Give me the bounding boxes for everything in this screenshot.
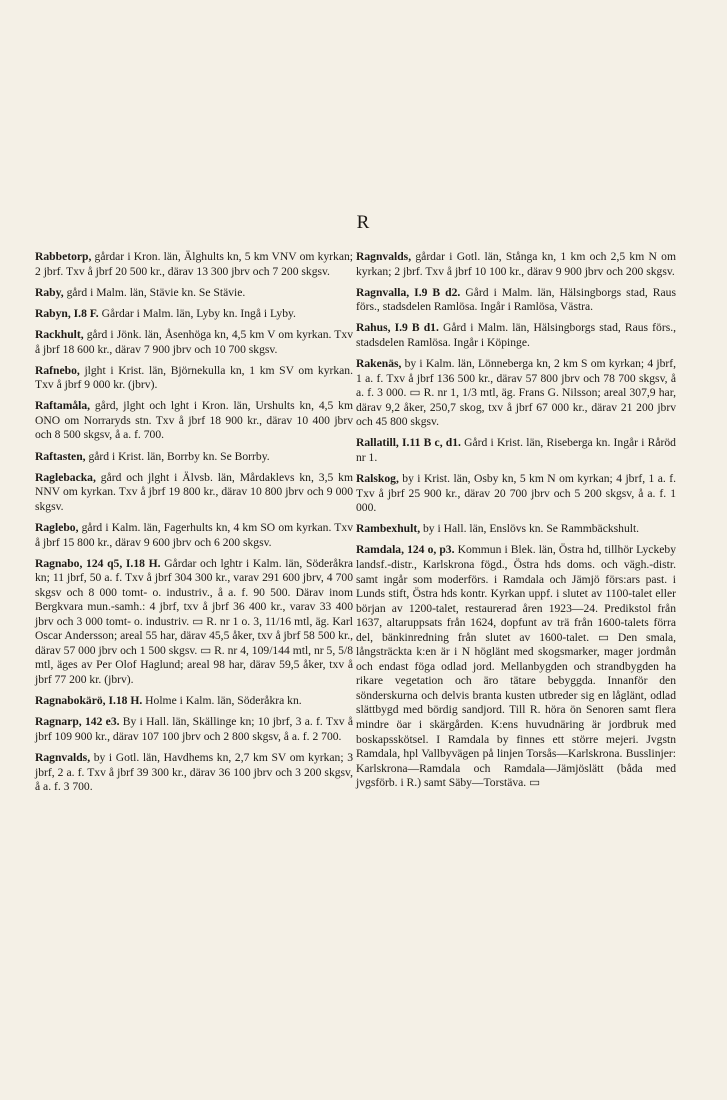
entry (356, 436, 676, 465)
entry-text: gård, jlght och lght i Kron. län, Urshults kn, 4,5 km ONO om Norraryds stn. Txv å jbrf 18 900 kr., därav 10 400 jbrv och 8 500 skgsv, å a. f. 700. (35, 399, 353, 442)
entry (35, 715, 353, 744)
entry-text: gård och jlght i Älvsb. län, Mårdaklevs kn, 3,5 km NNV om kyrkan. Txv å jbrf 19 800 kr., därav 10 800 jbrv och 9 000 skgsv. (35, 470, 353, 513)
entry-text: gård i Krist. län, Borrby kn. Se Borrby. (85, 449, 270, 463)
entry-headword: Ragnvalds, (356, 250, 412, 263)
entry (35, 450, 353, 465)
entry-headword: Ragnvalds, (35, 750, 91, 764)
entry (356, 321, 676, 350)
entry-text: gård i Kalm. län, Fagerhults kn, 4 km SO om kyrkan. Txv å jbrf 15 800 kr., därav 9 600 jbrv och 6 200 skgsv. (35, 520, 353, 549)
right-column (356, 250, 676, 797)
entry-headword: Rahus, I.9 B d1. (356, 321, 439, 335)
entry (35, 286, 353, 301)
entry-headword: Ralskog, (356, 472, 399, 486)
entry (35, 364, 353, 393)
entry-headword: Rafnebo, (35, 363, 80, 377)
entry (35, 399, 353, 443)
left-column (35, 250, 353, 801)
entry (35, 307, 353, 322)
entry-text: Gård i Malm. län, Hälsingborgs stad, Raus förs., stadsdelen Ramlösa. Ingår i Ramlösa, Västra. (356, 285, 676, 314)
entry-headword: Rakenäs, (356, 357, 402, 371)
entry (356, 250, 676, 279)
entry (35, 250, 353, 279)
entry-text: gårdar i Gotl. län, Stånga kn, 1 km och 2,5 km N om kyrkan; 2 jbrf. Txv å jbrf 10 100 kr., därav 9 900 jbrv och 200 skgsv. (356, 250, 676, 278)
entry-headword: Ragnabo, 124 q5, I.18 H. (35, 556, 161, 570)
entry-text: gård i Jönk. län, Åsenhöga kn, 4,5 km V om kyrkan. Txv å jbrf 18 600 kr., därav 7 900 jbrv och 10 700 skgsv. (35, 327, 353, 356)
entry-headword: Raby, (35, 285, 64, 299)
entry-headword: Rabyn, I.8 F. (35, 306, 99, 320)
entry (35, 471, 353, 515)
entry-text: Kommun i Blek. län, Östra hd, tillhör Lyckeby landsf.-distr., Karlskrona fögd., Östra hds doms. och vägh.-distr. samt ingår som moderförs. i Ramdala och Jämjö förs:ars past. i Lunds stift, Östra hds kontr. Kyrkan uppf. i slutet av 1100-talet eller början av 1200-talet, restaurerad åren 1923—24. Predikstol från 1637, altaruppsats från 1624, dopfunt av trä från 1600-talets förra del, bänkinredning från slutet av 1600-talet. ▭ Den smala, långsträckta k:en är i N höglänt med skogsmarker, mager jordmån och endast föga odlad jord. Mellanbygden och strandbygden ha rikare vegetation och äro tätare bebyggda. Innanför den sönderskurna och delvis branta kusten utbreder sig en låglänt, odlad slättbygd med bördig sandjord. Till R. höra ön Senoren samt flera mindre öar i skärgården. K:ens huvudnäring är jordbruk med boskapsskötsel. I Ramdala by finnes ett större mejeri. Jvgstn Ramdala, hpl Vallbyvägen på linjen Torsås—Karlskrona. Busslinjer: Karlskrona—Ramdala och Ramdala—Jämjöslätt (båda med jvgsförb. i R.) samt Säby—Torstäva. ▭ (356, 543, 676, 790)
entry-text: by i Hall. län, Enslövs kn. Se Rammbäckshult. (420, 522, 640, 536)
entry-headword: Ragnvalla, I.9 B d2. (356, 285, 461, 299)
entry (356, 286, 676, 315)
section-letter: R (356, 212, 371, 233)
entry-text: by i Gotl. län, Havdhems kn, 2,7 km SV om kyrkan; 3 jbrf, 2 a. f. Txv å jbrf 39 300 kr., därav 36 100 jbrv och 3 200 skgsv, å a. f. 3 700. (35, 750, 353, 794)
entry-headword: Raftasten, (35, 449, 86, 463)
entry (356, 357, 676, 430)
entry-headword: Ramdala, 124 o, p3. (356, 543, 455, 557)
entry-headword: Raftamåla, (35, 399, 91, 413)
entry (35, 751, 353, 795)
entry-text: gårdar i Kron. län, Älghults kn, 5 km VNV om kyrkan; 2 jbrf. Txv å jbrf 20 500 kr., därav 13 300 jbrv och 7 200 skgsv. (35, 250, 353, 278)
entry (35, 328, 353, 357)
entry-text: Holme i Kalm. län, Söderåkra kn. (142, 694, 302, 708)
entry-text: By i Hall. län, Skällinge kn; 10 jbrf, 3 a. f. Txv å jbrf 109 900 kr., därav 107 100 jbrv och 2 800 skgsv, å a. f. 2 700. (35, 715, 353, 743)
entry (35, 557, 353, 688)
entry-headword: Ragnarp, 142 e3. (35, 715, 120, 729)
entry-text: by i Krist. län, Osby kn, 5 km N om kyrkan; 4 jbrf, 1 a. f. Txv å jbrf 25 900 kr., därav 20 700 jbrv och 5 200 skgsv, å a. f. 1 000. (356, 472, 676, 515)
entry (356, 472, 676, 516)
entry (35, 521, 353, 550)
entry-text: by i Kalm. län, Lönneberga kn, 2 km S om kyrkan; 4 jbrf, 1 a. f. Txv å jbrf 136 500 kr., därav 57 800 jbrv och 78 700 skgsv, å a. f. 3 000. ▭ R. nr 1, 1/3 mtl, äg. Frans G. Nilsson; areal 307,9 har, därav 9,2 åker, 250,7 skog, txv å jbrf 67 000 kr., därav 21 200 jbrv och 45 800 skgsv. (356, 357, 676, 429)
entry-headword: Rambexhult, (356, 522, 421, 536)
entry-text: Gårdar och lghtr i Kalm. län, Söderåkra kn; 11 jbrf, 50 a. f. Txv å jbrf 304 300 kr., varav 291 600 jbrv, 4 700 skgsv och 8 000 tomt- o. industriv., å a. f. 90 500. Därav inom Bergkvara mun.-samh.: 4 jbrf, txv å jbrf 36 400 kr., varav 33 400 jbrv och 3 000 tomt- o. industriv. ▭ R. nr 1 o. 3, 11/16 mtl, äg. Karl Oscar Andersson; areal 55 har, därav 45,5 åker, txv å jbrf 58 500 kr., därav 57 000 jbrv och 1 500 skgsv. ▭ R. nr 4, 109/144 mtl, nr 5, 5/8 mtl, äges av Per Olof Haglund; areal 98 har, därav 59,5 åker, txv å jbrf 77 200 kr. (jbrv). (35, 556, 354, 687)
entry-text: Gård i Malm. län, Hälsingborgs stad, Raus förs., stadsdelen Ramlösa. Ingår i Köpinge. (356, 321, 676, 349)
entry-text: gård i Malm. län, Stävie kn. Se Stävie. (63, 285, 246, 299)
entry-text: Gård i Krist. län, Riseberga kn. Ingår i Råröd nr 1. (356, 436, 676, 464)
entry-headword: Raglebacka, (35, 470, 96, 484)
entry (35, 694, 353, 709)
entry-headword: Rabbetorp, (35, 250, 92, 263)
entry-text: Gårdar i Malm. län, Lyby kn. Ingå i Lyby. (98, 306, 296, 320)
entry-text: jlght i Krist. län, Björnekulla kn, 1 km SV om kyrkan. Txv å jbrf 9 000 kr. (jbrv). (35, 363, 353, 392)
entry (356, 543, 676, 790)
entry-headword: Raglebo, (35, 520, 79, 534)
entry-headword: Rackhult, (35, 327, 84, 341)
entry (356, 522, 676, 537)
entry-headword: Ragnabokärö, I.18 H. (35, 694, 143, 708)
entry-headword: Rallatill, I.11 B c, d1. (356, 436, 461, 450)
